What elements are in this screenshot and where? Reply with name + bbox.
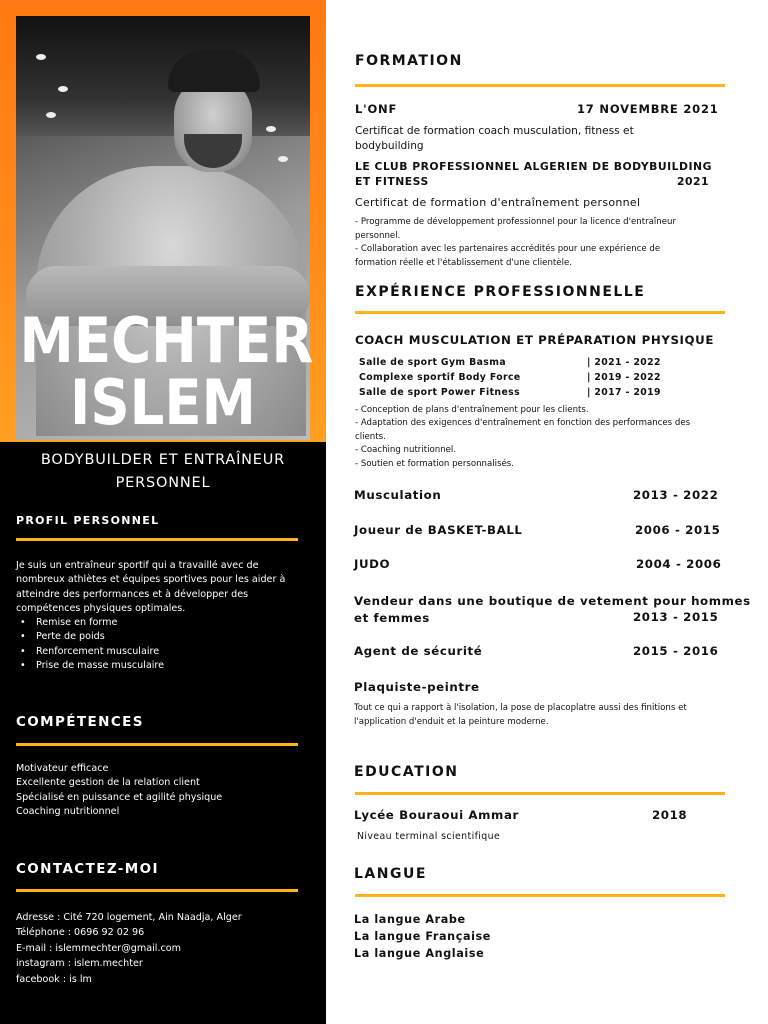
formation-date: 17 NOVEMBRE 2021 (577, 102, 719, 116)
job-title: COACH MUSCULATION ET PRÉPARATION PHYSIQUE (355, 333, 715, 347)
list-item: formation réelle et l'établissement d'une clientèle. (355, 257, 572, 268)
job-years: 2013 - 2015 (633, 610, 719, 624)
job-title-line: et femmes (354, 611, 430, 625)
competences-rule (16, 743, 298, 746)
list-item: • Perte de poids (16, 630, 164, 644)
contact-address: Adresse : Cité 720 logement, Ain Naadja, Alger (16, 912, 242, 923)
list-item: clients. (355, 431, 386, 442)
job-title: Joueur de BASKET-BALL (354, 523, 523, 537)
job-years: 2013 - 2022 (633, 488, 719, 502)
job-title: Musculation (354, 488, 442, 502)
gym-place: Complexe sportif Body Force (359, 372, 521, 383)
list-item: - Adaptation des exigences d'entraînement en fonction des performances des (355, 418, 691, 429)
formation-org (355, 160, 712, 189)
formation-desc-line: bodybuilding (355, 140, 424, 152)
contact-rule (16, 889, 298, 892)
contact-list (16, 910, 308, 987)
formation-org-line: LE CLUB PROFESSIONNEL ALGERIEN DE BODYBUILDING (355, 160, 712, 173)
education-heading: EDUCATION (354, 764, 459, 780)
name-line-2: ISLEM (70, 366, 256, 439)
profil-text-line: atteindre des performances et à développer des (16, 588, 249, 600)
profil-text (16, 559, 308, 616)
list-item: La langue Française (354, 930, 491, 943)
job-description-line: l'application d'enduit et la peinture moderne. (354, 716, 549, 727)
job-years: 2004 - 2006 (636, 557, 722, 571)
competences-list (16, 762, 308, 819)
list-item: - Collaboration avec les partenaires accrédités pour une expérience de (355, 244, 661, 255)
list-item: Motivateur efficace (16, 763, 109, 774)
formation-bullets (355, 216, 727, 270)
formation-date: 2021 (677, 175, 710, 188)
job-years: 2015 - 2016 (633, 644, 719, 658)
subtitle-line-2: PERSONNEL (115, 475, 211, 491)
gym-place: Salle de sport Gym Basma (359, 357, 506, 368)
school-name: Lycée Bouraoui Ammar (354, 808, 519, 822)
gym-years: | 2017 - 2019 (587, 387, 661, 398)
formation-heading: FORMATION (355, 53, 463, 69)
profil-text-line: Je suis un entraîneur sportif qui a travaillé avec de (16, 560, 259, 571)
job-subtitle (10, 449, 316, 495)
job-title: Plaquiste-peintre (354, 680, 480, 694)
candidate-name (0, 304, 326, 439)
formation-desc-line: Certificat de formation coach musculation, fitness et (355, 125, 634, 137)
profil-text-line: nombreux athlètes et équipes sportives pour les aider à (16, 574, 286, 586)
sidebar (0, 0, 326, 1024)
formation-rule (355, 84, 725, 87)
list-item: personnel. (355, 230, 401, 241)
experience-tasks (355, 404, 727, 471)
experience-rule (355, 311, 725, 314)
subtitle-line-1: BODYBUILDER ET ENTRAÎNEUR (40, 452, 286, 468)
competences-heading: COMPÉTENCES (16, 714, 144, 730)
list-item: Excellente gestion de la relation client (16, 777, 200, 789)
gym-place: Salle de sport Power Fitness (359, 387, 521, 398)
langue-heading: LANGUE (354, 866, 427, 882)
contact-heading: CONTACTEZ-MOI (16, 861, 159, 877)
list-item: - Programme de développement professionnel pour la licence d'entraîneur (355, 217, 676, 227)
school-level: Niveau terminal scientifique (357, 831, 501, 842)
job-title: Agent de sécurité (354, 644, 483, 658)
contact-email: E-mail : islemmechter@gmail.com (16, 942, 181, 954)
formation-desc: Certificat de formation d'entraînement personnel (355, 196, 641, 209)
job-years: 2006 - 2015 (635, 523, 721, 537)
profil-text-line: compétences physiques optimales. (16, 602, 186, 614)
education-rule (355, 792, 725, 795)
contact-facebook: facebook : is lm (16, 973, 92, 985)
profil-heading: PROFIL PERSONNEL (16, 514, 160, 527)
profil-list (16, 616, 164, 673)
langue-rule (355, 894, 725, 897)
list-item: • Prise de masse musculaire (16, 659, 164, 673)
experience-heading: EXPÉRIENCE PROFESSIONNELLE (355, 284, 646, 300)
formation-org: L'ONF (355, 102, 398, 116)
langue-list (354, 911, 491, 962)
gym-years: | 2021 - 2022 (587, 357, 661, 368)
list-item: • Remise en forme (16, 616, 164, 630)
name-line-1: MECHTER (19, 304, 314, 377)
job-description-line: Tout ce qui a rapport à l'isolation, la pose de placoplatre aussi des finitions et (354, 703, 687, 713)
job-title: JUDO (354, 557, 391, 571)
list-item: - Coaching nutritionnel. (355, 445, 457, 456)
list-item: • Renforcement musculaire (16, 645, 164, 659)
gym-years: | 2019 - 2022 (587, 372, 661, 383)
formation-org-line: ET FITNESS (355, 174, 429, 188)
school-year: 2018 (652, 808, 688, 822)
contact-phone: Téléphone : 0696 92 02 96 (16, 927, 145, 939)
list-item: Coaching nutritionnel (16, 805, 120, 817)
job-title-line: Vendeur dans une boutique de vetement pour hommes (354, 594, 751, 608)
list-item: - Conception de plans d'entraînement pour les clients. (355, 405, 589, 415)
profil-rule (16, 538, 298, 541)
list-item: Spécialisé en puissance et agilité physique (16, 791, 223, 803)
list-item: La langue Anglaise (354, 947, 485, 960)
list-item: La langue Arabe (354, 913, 466, 926)
job-description (354, 702, 726, 729)
contact-instagram: instagram : islem.mechter (16, 958, 143, 970)
formation-desc (355, 124, 715, 154)
list-item: - Soutien et formation personnalisés. (355, 458, 515, 469)
